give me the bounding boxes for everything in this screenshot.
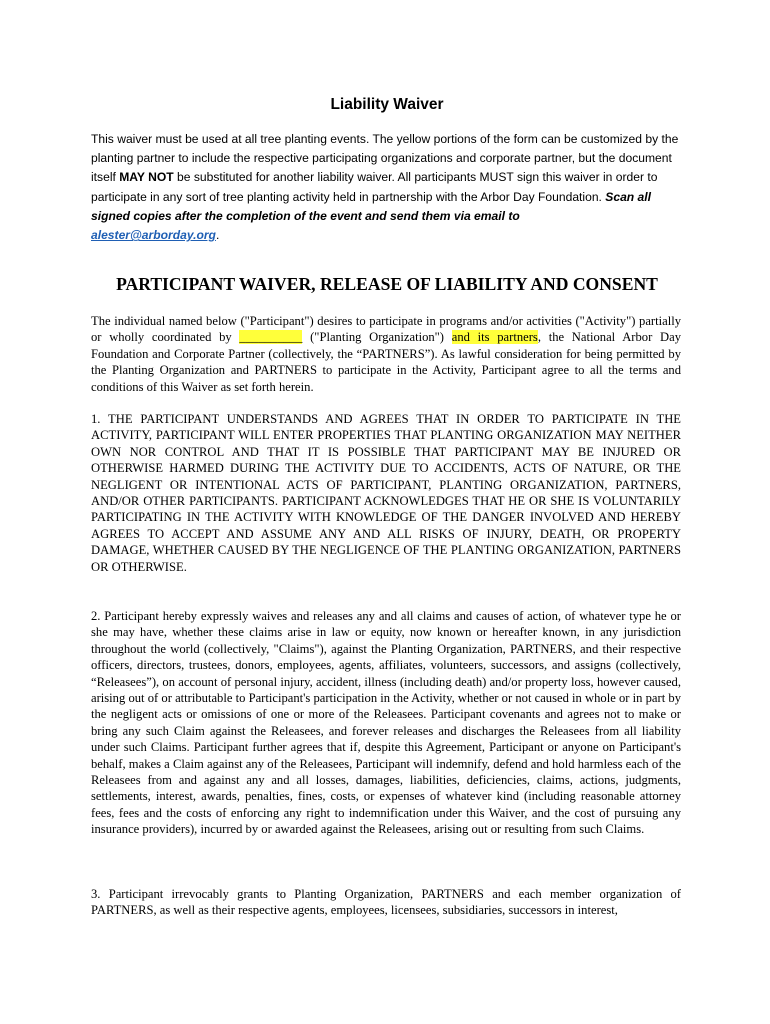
organization-blank[interactable]: __________ (239, 330, 303, 345)
intro-emphasis: MAY NOT (119, 170, 174, 185)
intro-text-part1: This waiver must be used at all tree planting events. The yellow portions of the form can be customized by the planting partner to include the respective participating organizations and corporate partner, but the document itself (91, 132, 679, 185)
email-link[interactable]: alester@arborday.org (91, 228, 216, 243)
intro-end: . (215, 228, 220, 243)
preamble-part1: The individual named below ("Participant") desires to participate in programs and/or activities ("Activity") partially or wholly coordinated by (91, 314, 681, 345)
section-2: 2. Participant hereby expressly waives and releases any and all claims and causes of action, of whatever type he or she may have, whether these claims arise in law or equity, now known or hereafter known, in any jurisdiction throughout the world (collectively, "Claims"), against the Planting Organization, PARTNERS, and their respective officers, directors, trustees, donors, employees, agents, affiliates, volunteers, successors, and assigns (collectively, “Releasees”), on account of personal injury, accident, illness (including death) and/or property loss, however caused, arising out of or attributable to Participant's participation in the Activity, whether or not caused in whole or in part by the negligent acts or omissions of one or more of the Releasees. Participant covenants and agrees not to make or bring any such Claim against the Releasees, and forever releases and discharges the Releasees from all liability under such Claims. Participant further agrees that if, despite this Agreement, Participant or anyone on Participant's behalf, makes a Claim against any of the Releasees, Participant will indemnify, defend and hold harmless each of the Releasees from and against any and all losses, damages, liabilities, deficiencies, claims, actions, judgments, settlements, interest, awards, penalties, fines, costs, or expenses of whatever kind (including reasonable attorney fees, fees and the costs of enforcing any right to indemnification under this Waiver, and the cost of pursuing any insurance providers), incurred by or awarded against the Releasees, arising out or resulting from such Claims. (91, 609, 681, 837)
waiver-heading: PARTICIPANT WAIVER, RELEASE OF LIABILITY AND CONSENT (116, 274, 658, 294)
preamble-part3: , the National Arbor Day Foundation and Corporate Partner (collectively, the “PARTNERS”). As lawful consideration for being permitted by the Planting Organization and PARTNERS to participate in the Activity, Participant agree to all the terms and conditions of this Waiver as set forth herein. (91, 330, 681, 394)
section-1: 1. THE PARTICIPANT UNDERSTANDS AND AGREES THAT IN ORDER TO PARTICIPATE IN THE ACTIVITY, PARTICIPANT WILL ENTER PROPERTIES THAT PLANTING ORGANIZATION MAY NEITHER OWN NOR CONTROL AND THAT IT IS POSSIBLE THAT PARTICIPANT MAY BE INJURED OR OTHERWISE HARMED DURING THE ACTIVITY DUE TO ACCIDENTS, ACTS OF NATURE, OR THE NEGLIGENT OR INTENTIONAL ACTS OF PARTICIPANT, PLANTING ORGANIZATION, PARTNERS, AND/OR OTHER PARTICIPANTS. PARTICIPANT ACKNOWLEDGES THAT HE OR SHE IS VOLUNTARILY PARTICIPATING IN THE ACTIVITY WITH KNOWLEDGE OF THE DANGER INVOLVED AND HEREBY AGREES TO ACCEPT AND ASSUME ANY AND ALL RISKS OF INJURY, DEATH, OR PROPERTY DAMAGE, WHETHER CAUSED BY THE NEGLIGENCE OF THE PLANTING ORGANIZATION, PARTNERS OR OTHERWISE. (91, 412, 681, 574)
preamble-paragraph (91, 313, 681, 395)
intro-paragraph (91, 130, 681, 245)
intro-instruction: Scan all signed copies after the completion of the event and send them via email to (91, 189, 651, 223)
preamble-part2: ("Planting Organization") (302, 330, 452, 345)
section-3: 3. Participant irrevocably grants to Planting Organization, PARTNERS and each member organization of PARTNERS, as well as their respective agents, employees, licensees, subsidiaries, successors in interest, (91, 887, 681, 918)
intro-text-part2: be substituted for another liability waiver. All participants MUST sign this waiver in order to participate in any sort of tree planting activity held in partnership with the Arbor Day Foundation. (91, 170, 658, 204)
document-title: Liability Waiver (330, 96, 444, 113)
partners-highlight[interactable]: and its partners (451, 330, 538, 345)
